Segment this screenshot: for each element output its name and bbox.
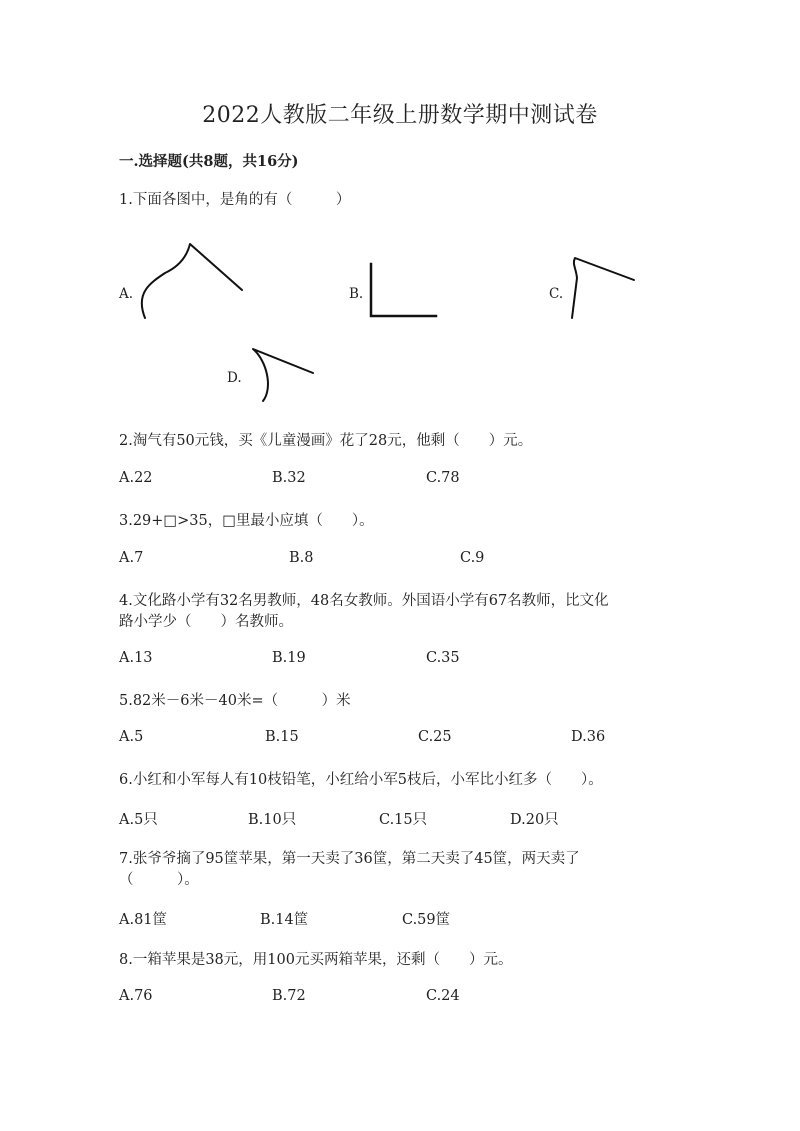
question-4-text-line-2: 路小学少（ ）名教师。 <box>119 614 293 630</box>
section-heading: 一.选择题(共8题，共16分) <box>119 153 299 170</box>
question-7-text-line-2: （ ）。 <box>119 872 199 888</box>
figure-a-label: A. <box>119 286 134 302</box>
question-8-text: 8.一箱苹果是38元，用100元买两箱苹果，还剩（ ）元。 <box>119 952 513 968</box>
question-3-option-c[interactable]: C.9 <box>460 550 485 566</box>
question-3-text: 3.29+□>35，□里最小应填（ ）。 <box>119 513 374 529</box>
figure-c-label: C. <box>549 286 564 302</box>
question-2-option-a[interactable]: A.22 <box>119 470 153 486</box>
question-5-option-c[interactable]: C.25 <box>418 729 452 745</box>
figure-b-label: B. <box>349 286 364 302</box>
question-8-option-a[interactable]: A.76 <box>119 988 153 1004</box>
question-6-text: 6.小红和小军每人有10枝铅笔，小红给小军5枝后，小军比小红多（ ）。 <box>119 772 603 788</box>
question-3-option-a[interactable]: A.7 <box>119 550 144 566</box>
question-4-option-c[interactable]: C.35 <box>426 650 460 666</box>
figure-a-curved-shape <box>135 238 250 323</box>
question-2-text: 2.淘气有50元钱，买《儿童漫画》花了28元，他剩（ ）元。 <box>119 433 533 449</box>
question-4-option-a[interactable]: A.13 <box>119 650 153 666</box>
figure-d-curved-shape <box>245 343 320 405</box>
question-5-text: 5.82米－6米－40米=（ ）米 <box>119 693 351 709</box>
question-2-option-b[interactable]: B.32 <box>272 470 306 486</box>
question-5-option-a[interactable]: A.5 <box>119 729 144 745</box>
question-5-option-b[interactable]: B.15 <box>265 729 299 745</box>
question-8-option-b[interactable]: B.72 <box>272 988 306 1004</box>
question-7-text-line-1: 7.张爷爷摘了95筐苹果，第一天卖了36筐，第二天卖了45筐，两天卖了 <box>119 851 580 867</box>
page-title: 2022人教版二年级上册数学期中测试卷 <box>202 103 598 128</box>
figure-b-right-angle <box>366 260 441 322</box>
question-3-option-b[interactable]: B.8 <box>289 550 314 566</box>
question-7-option-c[interactable]: C.59筐 <box>402 912 451 928</box>
question-2-option-c[interactable]: C.78 <box>426 470 460 486</box>
question-4-text-line-1: 4.文化路小学有32名男教师，48名女教师。外国语小学有67名教师，比文化 <box>119 593 609 609</box>
question-1-text: 1.下面各图中，是角的有（ ） <box>119 192 351 208</box>
question-8-option-c[interactable]: C.24 <box>426 988 460 1004</box>
figure-d-label: D. <box>227 370 242 386</box>
question-6-option-d[interactable]: D.20只 <box>510 812 559 828</box>
question-6-option-c[interactable]: C.15只 <box>379 812 428 828</box>
figure-c-angle-shape <box>566 250 641 325</box>
question-6-option-a[interactable]: A.5只 <box>119 812 158 828</box>
question-7-option-b[interactable]: B.14筐 <box>260 912 309 928</box>
question-4-option-b[interactable]: B.19 <box>272 650 306 666</box>
question-7-option-a[interactable]: A.81筐 <box>119 912 168 928</box>
question-5-option-d[interactable]: D.36 <box>571 729 606 745</box>
question-6-option-b[interactable]: B.10只 <box>248 812 297 828</box>
